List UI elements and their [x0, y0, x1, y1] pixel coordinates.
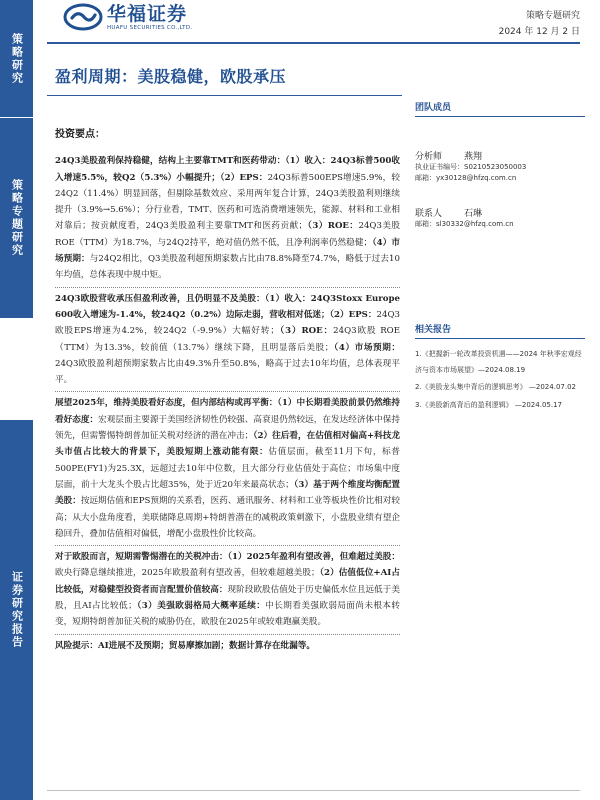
body-text: 与24Q2相比，Q3美股盈利超预期家数占比由78.8%降至74.7%，略低于过去10年均值，总体表现中规中矩。 [55, 254, 400, 281]
body-text: 宏观层面主要源于美国经济韧性仍较强、高衰退仍然较远，在发达经济体中保持领先，但需警惕特朗普加征关税对经济的潜在冲击； [55, 414, 400, 442]
lead-text: 24Q3美股盈利保持稳健，结构上主要靠TMT和医药带动： [55, 156, 286, 167]
sidebar-label-middle: 策略专题研究 [10, 179, 24, 257]
analyst-block [415, 149, 585, 184]
body-text: 24Q3标普500EPS增速5.9%，较24Q2（11.4%）明显回落，但剔除基数效应、采用两年复合计算，24Q3美股盈利则继续提升（3.9%→5.6%）；分行业看，TMT、医药和可选消费增速领先，能源、材料和工业相对靠后；按贡献度看，24Q3美股盈利主要靠TMT和医药贡献； [55, 172, 400, 232]
lead-text: 展望2025年，维持美股看好态度，但内部结构或再平衡： [55, 398, 278, 409]
analyst-name: 燕翔 [464, 152, 483, 162]
logo-chinese-name: 华福证券 [107, 3, 188, 25]
sidebar-block-top [0, 0, 33, 117]
subhead: （2）估值低位+AI占比较低，对稳健型投资者而言配置价值较高： [55, 568, 400, 595]
paragraph-eu-earnings [55, 291, 400, 389]
logo-mark-icon [63, 3, 103, 31]
left-sidebar [0, 0, 33, 800]
analyst-cert: 执业证书编号：S0210523050003 [415, 163, 527, 171]
subhead: （3）基于两个维度均衡配置美股： [55, 479, 400, 507]
divider [55, 545, 400, 546]
subhead: （3）美强欧弱格局大概率延续： [136, 601, 266, 612]
related-report-link[interactable]: 2.《美股龙头集中背后的逻辑思考》 —2024.07.02 [415, 383, 576, 391]
subhead-eps: （2）EPS： [329, 309, 377, 320]
divider [55, 287, 400, 288]
sidebar-block-bottom [0, 420, 33, 800]
risk-warning [55, 638, 400, 654]
body-text: 欧央行降息继续推进，2025年欧股盈利有望改善，但较难超越美股； [55, 568, 320, 579]
subhead-roe: （3）ROE： [307, 221, 359, 232]
body-text: （1）收入：24Q3Stoxx Europe 600收入增速为-1.4%，较24Q2（0.2%）边际走弱，营收相对低迷； [55, 293, 400, 320]
paragraph-outlook [55, 395, 400, 542]
contact-block [415, 206, 585, 230]
subhead-roe: （3）ROE： [278, 326, 334, 337]
contact-name: 石琳 [464, 209, 483, 219]
subhead: （2）往后看，在估值相对偏高+科技龙头市值占比较大的背景下，美股短期上涨动能有限： [55, 431, 400, 458]
analyst-role: 分析师 [415, 152, 443, 162]
logo-english-name: HUAFU SECURITIES CO.,LTD. [107, 25, 193, 31]
body-text: 24Q3美股ROE（TTM）为18.7%，与24Q2持平，绝对值仍然不低，且净利润率仍然稳健； [55, 221, 401, 248]
body-text: 现阶段欧股估值处于历史偏低水位且远低于美股，且AI占比较低； [55, 584, 400, 612]
section-label: 投资要点： [55, 129, 105, 140]
divider [55, 634, 400, 635]
paragraph-us-earnings [55, 153, 400, 283]
subhead: （1）2025年盈利有望改善，但难超过美股： [227, 552, 400, 563]
body-text: 按远期估值和EPS预期的关系看，医药、通讯服务、材料和工业等板块性价比相对较高；从大小盘角度看，美联储降息周期+特朗普潜在的减税政策刺激下，小盘股业绩有望企稳回升，叠加估值相对偏低，增配小盘股性价比较高。 [55, 496, 400, 539]
risk-text: AI进展不及预期；贸易摩擦加剧；数据计算存在纰漏等。 [97, 640, 315, 651]
lead-text: 24Q3欧股营收承压但盈利改善，且仍明显不及美股： [55, 293, 265, 304]
sidebar-block-middle [0, 118, 33, 318]
related-reports [415, 322, 585, 415]
body-text: （1）收入：24Q3标普500收入增速5.5%，较Q2（5.3%）小幅提升； [55, 156, 400, 183]
title-divider [47, 95, 402, 96]
body-text: 24Q3欧股盈利超预期家数占比由49.3%升至50.8%，略高于过去10年均值，总体表现平平。 [55, 358, 400, 386]
subhead: （1）中长期看美股前景仍然维持看好态度： [55, 398, 401, 425]
body-text: 24Q3欧股EPS增速为4.2%，较24Q2（-9.9%）大幅好转； [55, 309, 400, 337]
related-list [415, 347, 585, 413]
analyst-email[interactable]: 邮箱：yx30128@hfzq.com.cn [415, 174, 517, 182]
contact-email[interactable]: 邮箱：sl30332@hfzq.com.cn [415, 220, 514, 228]
lead-text: 对于欧股而言，短期需警惕潜在的关税冲击： [55, 552, 228, 563]
report-type: 策略专题研究 [525, 11, 580, 21]
related-heading: 相关报告 [415, 322, 585, 339]
body-text: 中长期看美强欧弱局面尚未根本转变，短期特朗普加征关税的威胁仍在，欧股在2025年或较难跑赢美股。 [55, 601, 400, 628]
subhead-eps: （2）EPS： [219, 172, 268, 183]
body-text: 24Q3欧股 ROE（TTM）为13.3%，较前值（13.7%）继续下降，且明显落后美股； [55, 326, 401, 353]
body-text: 估值层面，截至11月下旬，标普500PE(FY1)为25.3X，远超过去10年中位数，且大部分行业估值处于高位；市场集中度层面，前十大龙头个股占比超35%，处于近20年来最高状态； [55, 447, 400, 490]
main-content [55, 127, 400, 654]
divider [55, 391, 400, 392]
company-logo [63, 3, 192, 31]
footer-divider [47, 790, 580, 791]
paragraph-europe [55, 549, 400, 630]
contact-role: 联系人 [415, 209, 443, 219]
sidebar-label-top: 策略研究 [10, 32, 24, 85]
related-report-link[interactable]: 1.《把握新一轮改革投资机遇——2024 年秋季宏观经济与资本市场展望》—2024.08.19 [415, 350, 582, 374]
report-date: 2024 年 12 月 2 日 [498, 27, 580, 37]
team-heading: 团队成员 [415, 100, 585, 117]
right-column [415, 100, 585, 409]
risk-label: 风险提示： [55, 640, 98, 651]
header-divider [47, 42, 580, 44]
page-title: 盈利周期：美股稳健，欧股承压 [55, 67, 287, 86]
subhead-expectation: （4）市场预期： [55, 237, 400, 265]
sidebar-label-bottom: 证券研究报告 [10, 571, 24, 649]
related-report-link[interactable]: 3.《美股新高背后的盈利逻辑》 —2024.05.17 [415, 400, 562, 409]
subhead-expectation: （4）市场预期： [333, 342, 400, 353]
